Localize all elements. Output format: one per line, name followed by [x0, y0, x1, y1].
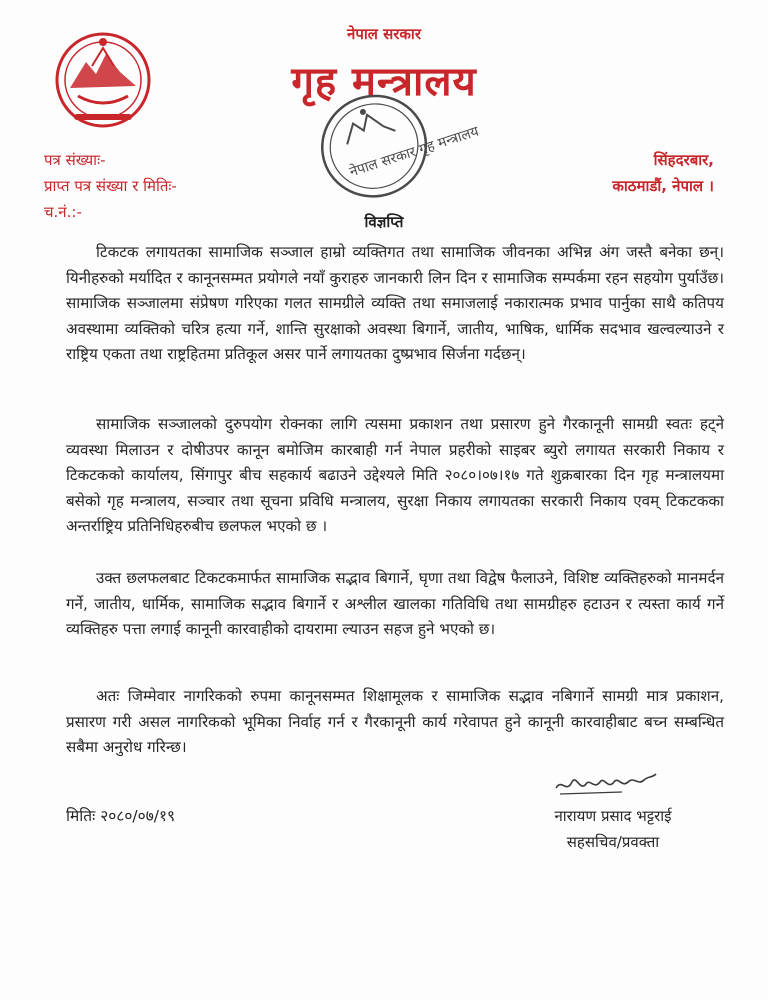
notice-title: विज्ञप्ति	[364, 213, 404, 231]
address-line-2: काठमाडौं, नेपाल ।	[612, 177, 714, 195]
dispatch-number-label: च.नं.:-	[44, 203, 82, 221]
notice-paragraph-3: उक्त छलफलबाट टिकटकमार्फत सामाजिक सद्भाव बिगार्ने, घृणा तथा विद्वेष फैलाउने, विशिष्ट व्यक्तिहरुको मानमर्दन गर्ने, जातीय, धार्मिक, सामाजिक सद्भाव बिगार्ने र अश्लील खालका गतिविधि तथा सामग्रीहरु हटाउन र त्यस्ता कार्य गर्ने व्यक्तिहरु पत्ता लगाई कानूनी कारवाहीको दायरामा ल्याउन सहज हुने भएको छ।	[66, 569, 724, 638]
letter-number-label: पत्र संख्याः-	[44, 151, 106, 169]
received-letter-label: प्राप्त पत्र संख्या र मितिः-	[44, 177, 177, 195]
notice-date: मितिः २०८०/०७/१९	[66, 807, 176, 825]
signer-name: नारायण प्रसाद भट्टराई	[554, 807, 672, 825]
notice-paragraph-1: टिकटक लगायतका सामाजिक सञ्जाल हाम्रो व्यक्तिगत तथा सामाजिक जीवनका अभिन्न अंग जस्तै बनेका छन्। यिनीहरुको मर्यादित र कानूनसम्मत प्रयोगले नयाँ कुराहरु जानकारी लिन दिन र सामाजिक सम्पर्कमा रहन सहयोग पुर्याउँछ। सामाजिक सञ्जालमा संप्रेषण गरिएका गलत सामग्रीले व्यक्ति तथा समाजलाई नकारात्मक प्रभाव पार्नुका साथै कतिपय अवस्थामा व्यक्तिको चरित्र हत्या गर्ने, शान्ति सुरक्षाको अवस्था बिगार्ने, जातीय, भाषिक, धार्मिक सदभाव खल्वल्याउने र राष्ट्रिय एकता तथा राष्ट्रहितमा प्रतिकूल असर पार्ने लगायतका दुष्प्रभाव सिर्जना गर्दछन्।	[66, 243, 724, 363]
government-heading: नेपाल सरकार	[347, 25, 421, 43]
signer-title: सहसचिव/प्रवक्ता	[566, 833, 660, 851]
notice-paragraph-4: अतः जिम्मेवार नागरिकको रुपमा कानूनसम्मत शिक्षामूलक र सामाजिक सद्भाव नबिगार्ने सामग्री मात्र प्रकाशन, प्रसारण गरी असल नागरिकको भूमिका निर्वाह गर्न र गैरकानूनी कार्य गरेवापत हुने कानूनी कारवाहीबाट बच्न सम्बन्धित सबैमा अनुरोध गरिन्छ।	[66, 687, 724, 756]
address-line-1: सिंहदरबार,	[653, 151, 714, 169]
ministry-round-stamp-icon	[300, 88, 481, 210]
notice-paragraph-2: सामाजिक सञ्जालको दुरुपयोग रोक्नका लागि त्यसमा प्रकाशन तथा प्रसारण हुने गैरकानूनी सामग्री स्वतः हट्ने व्यवस्था मिलाउन र दोषीउपर कानून बमोजिम कारबाही गर्न नेपाल प्रहरीको साइबर ब्युरो लगायत सरकारी निकाय र टिकटकको कार्यालय, सिंगापुर बीच सहकार्य बढाउने उद्देश्यले मिति २०८०।०७।१७ गते शुक्रबारका दिन गृह मन्त्रालयमा बसेको गृह मन्त्रालय, सञ्चार तथा सूचना प्रविधि मन्त्रालय, सुरक्षा निकाय लगायतका सरकारी निकाय एवम् टिकटकका अन्तर्राष्ट्रिय प्रतिनिधिहरुबीच छलफल भएको छ ।	[66, 415, 724, 535]
signature-icon	[552, 764, 662, 798]
stamp-text: नेपाल सरकार गृह मन्त्रालय	[347, 123, 481, 181]
ministry-title: गृह मन्त्रालय	[291, 59, 477, 105]
